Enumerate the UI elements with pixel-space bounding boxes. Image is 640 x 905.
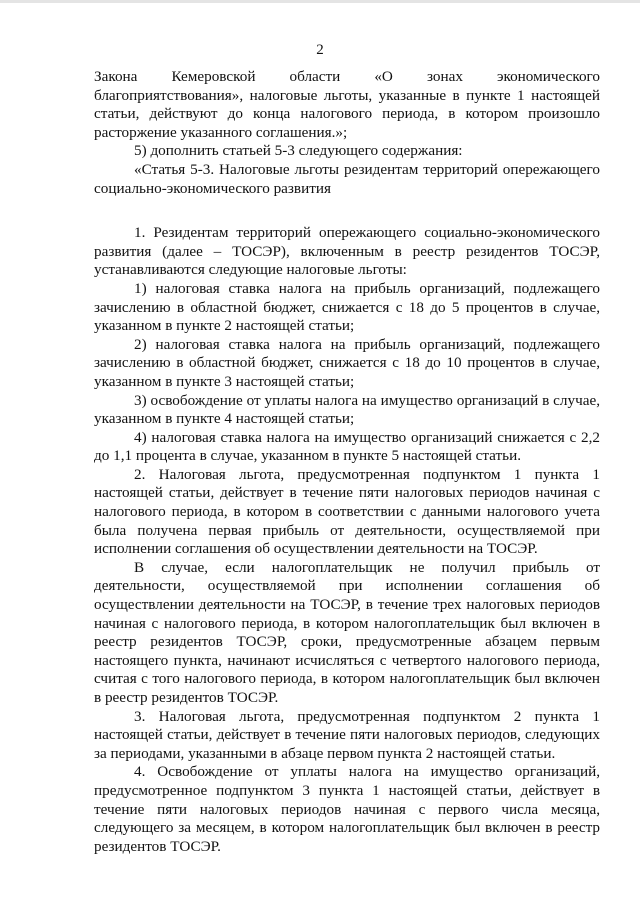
paragraph-clause-4: 4. Освобождение от уплаты налога на имущество организаций, предусмотренное подпунктом 3 пункта 1 настоящей статьи, действует в течение пяти налоговых периодов начиная с первого числа месяца, следующего за месяцем, в котором налогоплательщик был включен в реестр резидентов ТОСЭР. <box>94 763 600 855</box>
paragraph-spacer <box>94 198 600 224</box>
paragraph-clause-3: 3. Налоговая льгота, предусмотренная подпунктом 2 пункта 1 настоящей статьи, действует в течение пяти налоговых периодов, следующих за периодами, указанными в абзаце первом пункта 2 настоящей статьи. <box>94 707 600 762</box>
paragraph-subclause-4: 4) налоговая ставка налога на имущество организаций снижается с 2,2 до 1,1 процента в случае, указанном в пункте 5 настоящей статьи. <box>94 428 600 465</box>
paragraph-amendment-item-5: 5) дополнить статьей 5-3 следующего содержания: <box>134 142 463 160</box>
paragraph-subclause-1: 1) налоговая ставка налога на прибыль организаций, подлежащего зачислению в областной бюджет, снижается с 18 до 5 процентов в случае, указанном в пункте 2 настоящей статьи; <box>94 279 600 335</box>
paragraph-subclause-2: 2) налоговая ставка налога на прибыль организаций, подлежащего зачислению в областной бюджет, снижается с 18 до 10 процентов в случае, указанном в пункте 3 настоящей статьи; <box>94 335 600 390</box>
paragraph-clause-2-second: В случае, если налогоплательщик не получил прибыль от деятельности, осуществляемой при исполнении соглашения об осуществлении деятельности на ТОСЭР, в течение трех налоговых периодов начиная с налогового периода, в котором налогоплательщик был включен в реестр резидентов ТОСЭР, сроки, предусмотренные абзацем первым настоящего пункта, начинают исчисляться с четвертого налогового периода, считая с того налогового периода, в котором налогоплательщик был включен в реестр резидентов ТОСЭР. <box>94 558 600 706</box>
paragraph-law-reference: Закона Кемеровской области «О зонах экономического благоприятствования», налоговые льготы, указанные в пункте 1 настоящей статьи, действуют до конца налогового периода, в котором произошло расторжение указанного соглашения.»; <box>94 68 600 141</box>
paragraph-clause-1: 1. Резидентам территорий опережающего социально-экономического развития (далее – ТОСЭР), включенным в реестр резидентов ТОСЭР, устанавливаются следующие налоговые льготы: <box>94 224 600 279</box>
document-body <box>94 68 600 856</box>
article-heading: «Статья 5-3. Налоговые льготы резидентам территорий опережающего социально-экономического развития <box>94 160 600 197</box>
paragraph-subclause-3: 3) освобождение от уплаты налога на имущество организаций в случае, указанном в пункте 4 настоящей статьи; <box>94 391 600 428</box>
page-number: 2 <box>316 42 324 58</box>
paragraph-clause-2: 2. Налоговая льгота, предусмотренная подпунктом 1 пункта 1 настоящей статьи, действует в течение пяти налоговых периодов начиная с налогового периода, в котором в соответствии с данными налогового учета была получена первая прибыль от деятельности, осуществляемой при исполнении соглашения об осуществлении деятельности на ТОСЭР. <box>94 465 600 558</box>
scan-top-edge <box>0 0 640 3</box>
